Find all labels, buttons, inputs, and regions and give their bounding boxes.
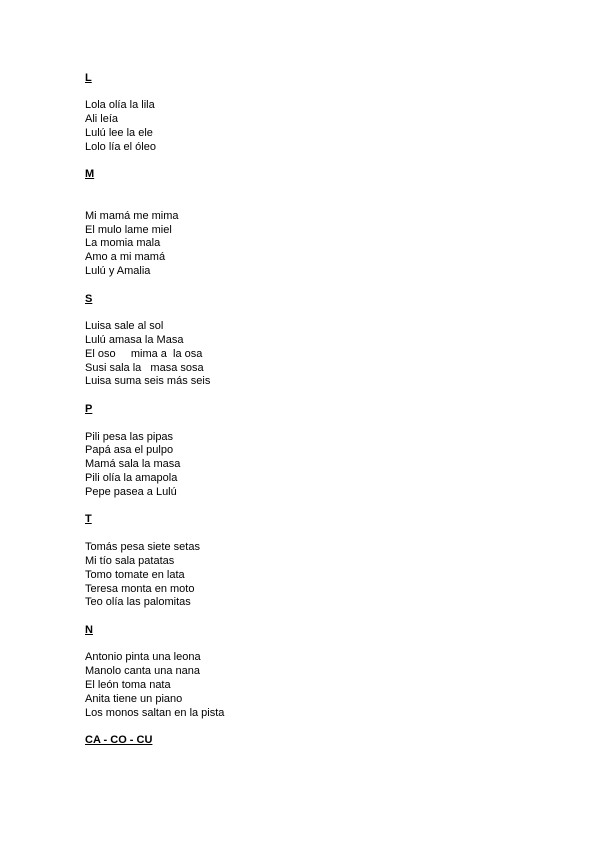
- text-line: Papá asa el pulpo: [85, 444, 174, 456]
- text-line: Ali leía: [85, 113, 119, 125]
- text-line: Luisa sale al sol: [85, 320, 164, 332]
- text-line: Amo a mi mamá: [85, 251, 166, 263]
- text-line: Mi tío sala patatas: [85, 555, 175, 567]
- text-line: Los monos saltan en la pista: [85, 707, 225, 719]
- text-line: Tomo tomate en lata: [85, 569, 185, 581]
- text-line: El mulo lame miel: [85, 224, 172, 236]
- section-heading-l: L: [85, 72, 92, 84]
- text-line: Pili pesa las pipas: [85, 431, 174, 443]
- text-line: Lolo lía el óleo: [85, 141, 156, 153]
- text-line: Lulú amasa la Masa: [85, 334, 184, 346]
- text-line: El león toma nata: [85, 679, 171, 691]
- section-heading-t: T: [85, 513, 92, 525]
- text-line: Pili olía la amapola: [85, 472, 178, 484]
- text-line: Lulú y Amalia: [85, 265, 151, 277]
- text-line: Anita tiene un piano: [85, 693, 183, 705]
- section-heading-p: P: [85, 403, 93, 415]
- text-line: Susi sala la masa sosa: [85, 362, 204, 374]
- text-line: Antonio pinta una leona: [85, 651, 201, 663]
- text-line: Manolo canta una nana: [85, 665, 200, 677]
- text-line: Teresa monta en moto: [85, 583, 195, 595]
- section-heading-m: M: [85, 168, 95, 180]
- text-line: Teo olía las palomitas: [85, 596, 191, 608]
- text-line: Luisa suma seis más seis: [85, 375, 211, 387]
- text-line: Mamá sala la masa: [85, 458, 181, 470]
- section-heading-n: N: [85, 624, 93, 636]
- text-line: Tomás pesa siete setas: [85, 541, 200, 553]
- section-heading-ca-co-cu: CA - CO - CU: [85, 734, 153, 746]
- text-line: Pepe pasea a Lulú: [85, 486, 177, 498]
- section-heading-s: S: [85, 293, 93, 305]
- text-line: La momia mala: [85, 237, 161, 249]
- text-line: Lola olía la lila: [85, 99, 155, 111]
- text-line: Lulú lee la ele: [85, 127, 153, 139]
- text-line: El oso mima a la osa: [85, 348, 203, 360]
- text-line: Mi mamá me mima: [85, 210, 179, 222]
